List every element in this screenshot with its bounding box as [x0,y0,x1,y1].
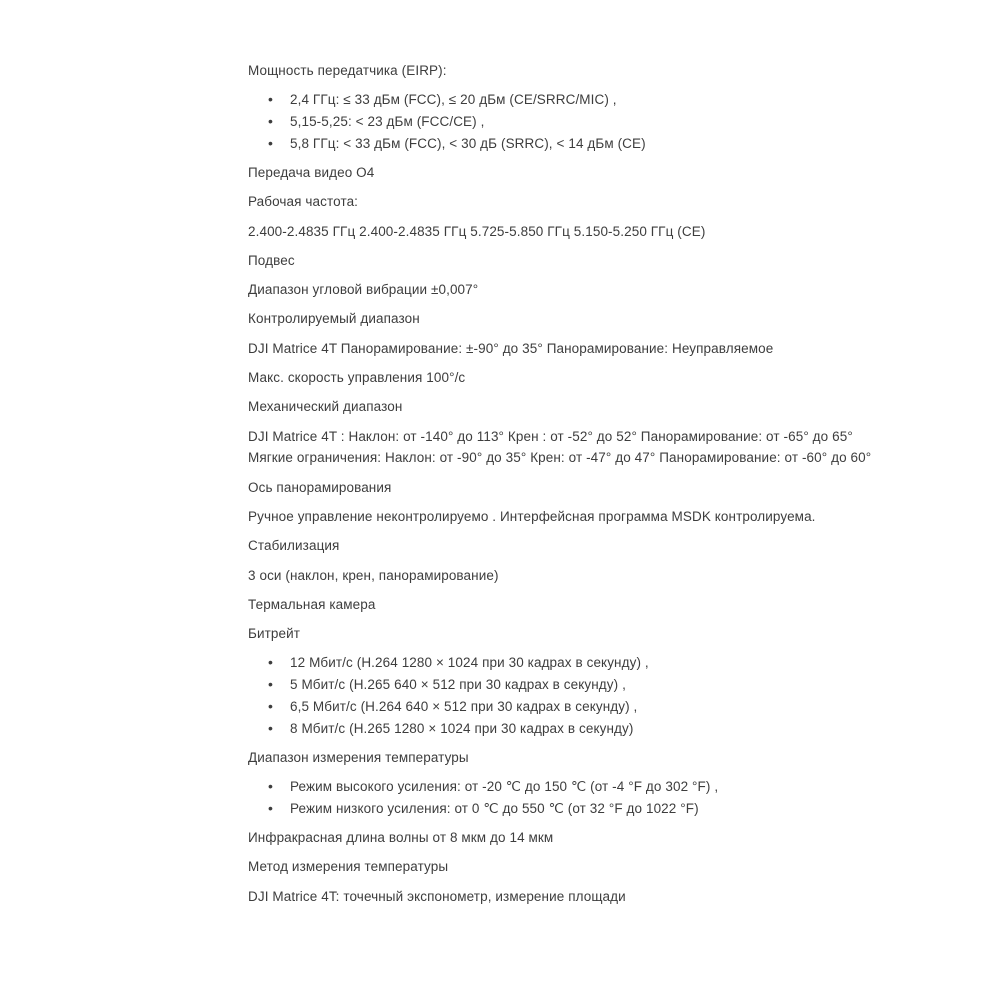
paragraph: Диапазон измерения температуры [248,749,469,765]
bullet-list [248,776,916,819]
paragraph: Контролируемый диапазон [248,311,420,327]
paragraph: Метод измерения температуры [248,859,449,875]
list-item: • 8 Мбит/с (H.265 1280 × 1024 при 30 кадрах в секунду) [290,718,916,740]
list-item: • 2,4 ГГц: ≤ 33 дБм (FCC), ≤ 20 дБм (CE/SRRC/MIC) , [290,89,916,111]
list-item: • 12 Мбит/с (H.264 1280 × 1024 при 30 кадрах в секунду) , [290,652,916,674]
bullet-list [248,89,916,154]
list-item: • 6,5 Мбит/с (H.264 640 × 512 при 30 кадрах в секунду) , [290,696,916,718]
list-item: • Режим высокого усиления: от -20 ℃ до 150 ℃ (от -4 °F до 302 °F) , [290,776,916,798]
document-content [248,60,916,915]
paragraph: DJI Matrice 4T: точечный экспонометр, измерение площади [248,888,626,904]
paragraph: Инфракрасная длина волны от 8 мкм до 14 мкм [248,830,554,846]
paragraph: Ось панорамирования [248,479,392,495]
paragraph: Передача видео O4 [248,165,375,180]
paragraph: 3 оси (наклон, крен, панорамирование) [248,567,499,583]
paragraph: Механический диапазон [248,399,403,415]
list-item: • 5 Мбит/с (H.265 640 × 512 при 30 кадрах в секунду) , [290,674,916,696]
paragraph-line: DJI Matrice 4T : Наклон: от -140° до 113° Крен : от -52° до 52° Панорамирование: от -65° до 65° [248,428,853,444]
bullet-list [248,652,916,739]
paragraph: Термальная камера [248,596,376,612]
paragraph: Мощность передатчика (EIRP): [248,63,447,78]
paragraph: Макс. скорость управления 100°/с [248,370,466,386]
list-item: • 5,15-5,25: < 23 дБм (FCC/CE) , [290,111,916,133]
paragraph: Подвес [248,252,295,268]
list-item: • 5,8 ГГц: < 33 дБм (FCC), < 30 дБ (SRRC), < 14 дБм (CE) [290,133,916,155]
paragraph: Стабилизация [248,538,340,554]
paragraph: 2.400-2.4835 ГГц 2.400-2.4835 ГГц 5.725-5.850 ГГц 5.150-5.250 ГГц (CE) [248,223,706,239]
paragraph: Ручное управление неконтролируемо . Интерфейсная программа MSDK контролируема. [248,508,816,524]
paragraph-line: Мягкие ограничения: Наклон: от -90° до 35° Крен: от -47° до 47° Панорамирование: от -60° до 60° [248,450,872,466]
paragraph: Рабочая частота: [248,194,359,210]
list-item: • Режим низкого усиления: от 0 ℃ до 550 ℃ (от 32 °F до 1022 °F) [290,798,916,820]
paragraph: Битрейт [248,626,301,642]
paragraph: Диапазон угловой вибрации ±0,007° [248,282,479,298]
paragraph [248,426,916,469]
paragraph: DJI Matrice 4T Панорамирование: ±-90° до 35° Панорамирование: Неуправляемое [248,340,774,356]
